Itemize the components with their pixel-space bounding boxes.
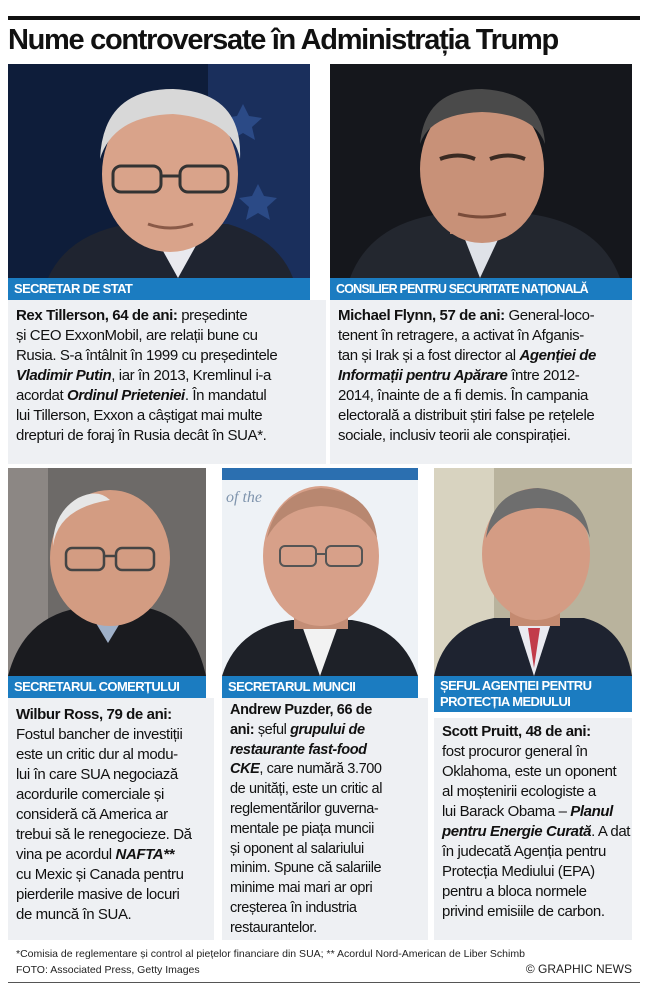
bio-text: Vladimir Putin xyxy=(16,367,112,384)
title-label-puzder: SECRETARUL MUNCII xyxy=(222,676,418,698)
bio-text: lui Barack Obama – xyxy=(442,803,571,820)
bio-line xyxy=(16,845,206,865)
bio-text: în judecată Agenția pentru xyxy=(442,843,606,860)
bio-line xyxy=(338,326,624,346)
bio-text: Andrew Puzder, 66 de xyxy=(230,702,372,718)
bio-text: lui Tillerson, Exxon a câștigat mai multe xyxy=(16,407,263,424)
bio-text: de muncă în SUA. xyxy=(16,906,132,923)
bio-text: și CEO ExxonMobil, are relații bune cu xyxy=(16,327,258,344)
bio-line xyxy=(16,426,318,446)
bio-line xyxy=(230,820,420,840)
bio-text: acordat xyxy=(16,387,67,404)
bio-text: de unități, este un critic al xyxy=(230,781,383,798)
bio-text: privind emisiile de carbon. xyxy=(442,903,605,920)
bio-text: pentru a bloca normele xyxy=(442,883,587,900)
bio-text: Ordinul Prieteniei xyxy=(67,387,185,404)
bio-text: ani: xyxy=(230,721,255,738)
bio-line xyxy=(442,762,624,782)
bio-text: Michael Flynn, 57 de ani: xyxy=(338,307,505,324)
bio-text: restaurante fast-food xyxy=(230,741,367,758)
photo-puzder xyxy=(222,468,418,676)
bio-line xyxy=(442,842,624,862)
bio-text: mentale pe piața muncii xyxy=(230,820,374,837)
bio-text: acordurile comerciale și xyxy=(16,786,164,803)
bio-line xyxy=(16,346,318,366)
photo-credit: FOTO: Associated Press, Getty Images xyxy=(16,964,200,976)
bio-line xyxy=(442,822,631,842)
bio-line xyxy=(16,745,206,765)
bio-line xyxy=(16,825,206,845)
bio-text: fost procuror general în xyxy=(442,743,588,760)
bio-line xyxy=(230,760,420,780)
bio-ross xyxy=(8,698,214,940)
bio-pruitt xyxy=(434,718,632,940)
bio-line xyxy=(338,406,624,426)
photo-ross xyxy=(8,468,206,676)
bio-text: Agenției de xyxy=(519,347,596,364)
page-title: Nume controversate în Administrația Trump xyxy=(8,24,558,56)
bio-text: și oponent al salariului xyxy=(230,840,364,857)
bio-line xyxy=(230,899,420,919)
bio-text: tan și Irak și a fost director al xyxy=(338,347,520,364)
bio-line xyxy=(16,366,318,386)
footnote: *Comisia de reglementare și control al piețelor financiare din SUA; ** Acordul Nord-American de Liber Schimb xyxy=(16,948,525,960)
bio-line xyxy=(230,701,420,721)
bio-line xyxy=(16,885,206,905)
bio-line xyxy=(230,780,420,800)
bio-text: sociale, inclusiv teorii ale conspirației. xyxy=(338,427,571,444)
bio-text: pentru Energie Curată xyxy=(442,823,592,840)
bio-text: consideră că America ar xyxy=(16,806,168,823)
bio-line xyxy=(230,840,420,860)
bio-text: restaurantelor. xyxy=(230,919,317,936)
bio-line xyxy=(230,859,420,879)
bio-text: lui în care SUA negociază xyxy=(16,766,178,783)
bio-text: al moștenirii ecologiste a xyxy=(442,783,596,800)
bio-line xyxy=(442,902,624,922)
bio-line xyxy=(16,905,206,925)
bio-text: Informații pentru Apărare xyxy=(338,367,508,384)
backdrop-text: of the xyxy=(226,489,262,506)
bio-line xyxy=(230,879,420,899)
bio-text: , iar în 2013, Kremlinul i-a xyxy=(111,367,271,384)
bio-text: Protecția Mediului (EPA) xyxy=(442,863,595,880)
bio-text: reglementărilor guverna- xyxy=(230,800,379,817)
photo-pruitt xyxy=(434,468,632,676)
bio-text: Wilbur Ross, 79 de ani: xyxy=(16,706,172,723)
bio-text: minim. Spune că salariile xyxy=(230,860,382,877)
bio-line xyxy=(338,386,624,406)
bio-text: Fostul bancher de investiții xyxy=(16,726,183,743)
bio-text: Oklahoma, este un oponent xyxy=(442,763,617,780)
bio-text: Rex Tillerson, 64 de ani: xyxy=(16,307,178,324)
bio-text: Scott Pruitt, 48 de ani: xyxy=(442,723,591,740)
bio-text: NAFTA** xyxy=(115,846,175,863)
bio-line xyxy=(230,919,420,939)
bio-line xyxy=(442,882,624,902)
bio-text: drepturi de foraj în Rusia decât în SUA*. xyxy=(16,427,267,444)
bio-line xyxy=(16,386,318,406)
bio-line xyxy=(442,802,624,822)
bio-text: Planul xyxy=(570,803,613,820)
bio-flynn xyxy=(330,300,632,464)
photo-flynn xyxy=(330,64,632,278)
footer-rule xyxy=(8,982,640,983)
bio-line xyxy=(338,306,624,326)
title-label-pruitt: ȘEFUL AGENȚIEI PENTRU PROTECȚIA MEDIULUI xyxy=(434,676,632,712)
bio-text: vina pe acordul xyxy=(16,846,116,863)
bio-line xyxy=(16,785,206,805)
bio-line xyxy=(338,426,624,446)
bio-line xyxy=(442,862,624,882)
bio-text: 2014, înainte de a fi demis. În campania xyxy=(338,387,589,404)
bio-text: CKE xyxy=(230,761,260,778)
bio-line xyxy=(16,725,206,745)
bio-puzder xyxy=(222,698,428,940)
title-label-flynn: CONSILIER PENTRU SECURITATE NAȚIONALĂ xyxy=(330,278,632,300)
bio-line xyxy=(338,366,624,386)
bio-line xyxy=(16,406,318,426)
title-label-ross: SECRETARUL COMERȚULUI xyxy=(8,676,206,698)
bio-tillerson xyxy=(8,300,326,464)
bio-text: trebui să le renegocieze. Dă xyxy=(16,826,192,843)
bio-line xyxy=(442,782,624,802)
bio-line xyxy=(442,742,624,762)
bio-line xyxy=(16,765,206,785)
bio-text: minime mai mari ar opri xyxy=(230,880,373,897)
brand-mark: © GRAPHIC NEWS xyxy=(525,962,632,976)
bio-line xyxy=(16,326,318,346)
bio-line xyxy=(230,800,420,820)
bio-line xyxy=(16,705,206,725)
bio-line xyxy=(442,722,624,742)
bio-text: , care numără 3.700 xyxy=(259,761,382,778)
bio-text: electorală a distribuit știri false pe rețelele xyxy=(338,407,595,424)
bio-text: tenent în retragere, a activat în Afganis- xyxy=(338,327,584,344)
bio-text: . A dat xyxy=(591,823,631,840)
bio-line xyxy=(16,865,206,885)
headline-rule xyxy=(8,16,640,20)
bio-text: șeful xyxy=(254,721,291,738)
bio-line xyxy=(230,721,420,741)
bio-line xyxy=(16,805,206,825)
bio-line xyxy=(338,346,624,366)
bio-text: președinte xyxy=(177,307,248,324)
bio-text: General-loco- xyxy=(504,307,595,324)
bio-text: între 2012- xyxy=(507,367,580,384)
bio-line xyxy=(230,741,420,761)
bio-text: cu Mexic și Canada pentru xyxy=(16,866,184,883)
bio-text: grupului de xyxy=(290,721,365,738)
bio-line xyxy=(16,306,318,326)
bio-text: pierderile masive de locuri xyxy=(16,886,180,903)
bio-text: Rusia. S-a întâlnit în 1999 cu președintele xyxy=(16,347,278,364)
title-label-tillerson: SECRETAR DE STAT xyxy=(8,278,310,300)
bio-text: . În mandatul xyxy=(184,387,267,404)
bio-text: creșterea în industria xyxy=(230,899,357,916)
photo-tillerson xyxy=(8,64,310,278)
bio-text: este un critic dur al modu- xyxy=(16,746,178,763)
